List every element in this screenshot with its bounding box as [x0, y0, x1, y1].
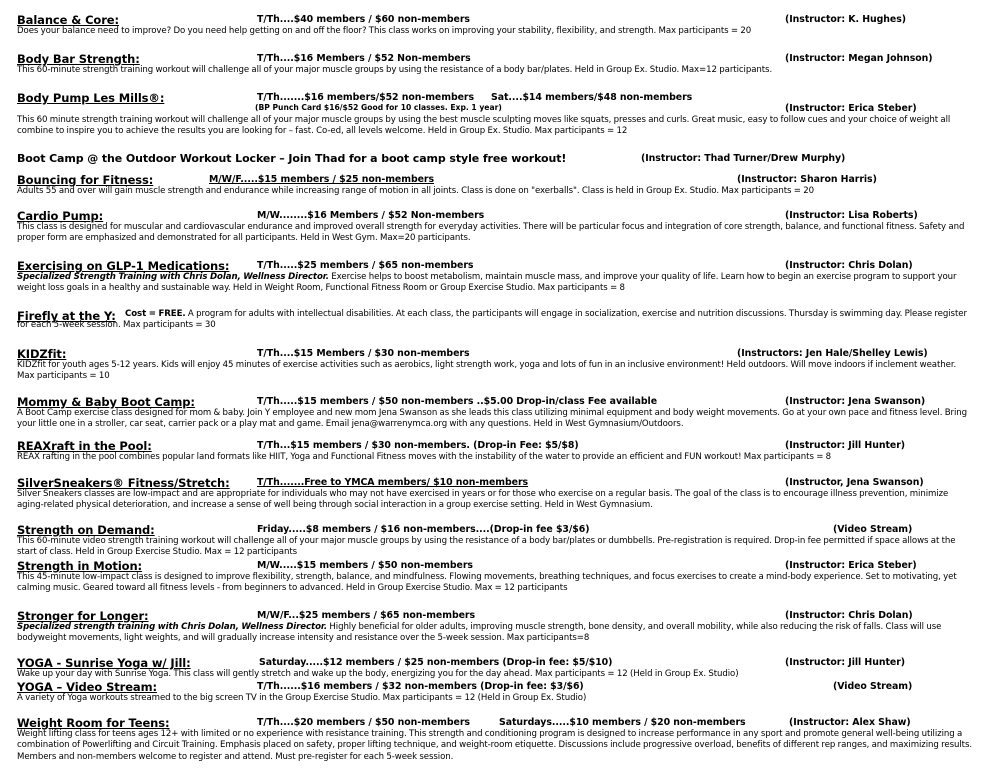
class-entry — [17, 395, 972, 431]
class-price: T/Th....$40 members / $60 non-members — [257, 14, 470, 25]
class-entry — [17, 209, 972, 245]
class-price: T/Th.......$16 members/$52 non-members — [257, 92, 475, 103]
class-price: T/Th.......Free to YMCA members/ $10 non-members — [257, 477, 529, 488]
class-instructor: (Video Stream) — [833, 681, 913, 692]
class-description: Wake up your day with Sunrise Yoga. This class will gently stretch and wake up the body, energizing you for the day ahead. Max participants = 12 (Held in Group Ex. Studio) — [17, 669, 739, 679]
class-price: Cost = FREE. — [125, 309, 186, 319]
class-title: KIDZfit: — [17, 347, 67, 361]
class-instructor: (Instructor: Chris Dolan) — [785, 260, 913, 271]
class-entry — [17, 173, 972, 197]
class-description: Adults 55 and over will gain muscle strength and endurance while increasing range of motion in all joints. Class is done on "exerballs". Class is held in Group Ex. Studio. Max participants = 20 — [17, 186, 814, 196]
class-price: T/Th...$15 members / $30 non-members. (Drop-in Fee: $5/$8) — [257, 440, 579, 451]
class-entry — [17, 152, 972, 165]
class-title: Balance & Core: — [17, 13, 119, 27]
class-description: This 60-minute strength training workout will challenge all of your major muscle groups by using the resistance of a body bar/plates. Held in Group Ex. Studio. Max=12 participants. — [17, 65, 773, 75]
class-instructor: (Instructor: Sharon Harris) — [737, 174, 877, 185]
class-title: Body Bar Strength: — [17, 52, 140, 66]
class-lead: Specialized Strength Training with Chris Dolan, Wellness Director. — [17, 272, 329, 282]
class-price: Saturday.....$12 members / $25 non-members (Drop-in fee: $5/$10) — [259, 657, 613, 668]
class-instructor: (Instructor: Alex Shaw) — [789, 717, 911, 728]
class-price: M/W/F...$25 members / $65 non-members — [257, 610, 476, 621]
class-title: Weight Room for Teens: — [17, 716, 170, 730]
class-title: YOGA - Sunrise Yoga w/ Jill: — [17, 656, 191, 670]
class-description: REAX rafting in the pool combines popular land formats like HIIT, Yoga and Functional Fitness moves with the instability of the water to provide an efficient and FUN workout! Max participants = 8 — [17, 452, 832, 462]
class-title: Boot Camp @ the Outdoor Workout Locker – Join Thad for a boot camp style free workout! — [17, 152, 567, 165]
class-description: This class is designed for muscular and cardiovascular endurance and improved overall strength for everyday activities. There will be particular focus and integration of core strength, balance, and functional fitness. Safety and proper form are emphasized and demonstrated for all participants. Held in West Gym. Max=20 participants. — [17, 222, 965, 244]
class-description: A variety of Yoga workouts streamed to the big screen TV in the Group Exercise Studio. Max participants = 12 (Held in Group Ex. Studio) — [17, 693, 587, 703]
class-entry — [17, 523, 972, 559]
class-title: Body Pump Les Mills®: — [17, 91, 165, 105]
class-title: Cardio Pump: — [17, 209, 104, 223]
class-instructor: (Instructor: Lisa Roberts) — [785, 210, 918, 221]
class-price: M/W........$16 Members / $52 Non-members — [257, 210, 485, 221]
class-entry — [17, 347, 972, 383]
class-price: T/Th.....$15 members / $50 non-members ..$5.00 Drop-in/class Fee available — [257, 396, 658, 407]
class-price: T/Th......$16 members / $32 non-members (Drop-in fee: $3/$6) — [257, 681, 584, 692]
class-title: Strength in Motion: — [17, 559, 143, 573]
class-description: KIDZfit for youth ages 5-12 years. Kids will enjoy 45 minutes of exercise activities such as aerobics, light strength work, yoga and lots of fun in an inclusive environment! Held outdoors. Will move indoors if inclement weather. Max participants = 10 — [17, 360, 957, 382]
class-price: T/Th.....$25 members / $65 non-members — [257, 260, 474, 271]
class-title: Bouncing for Fitness: — [17, 173, 154, 187]
class-instructor: (Instructor: Erica Steber) — [785, 560, 917, 571]
class-title: YOGA – Video Stream: — [17, 680, 157, 694]
class-description: Silver Sneakers classes are low-impact and are appropriate for individuals who may not have exercised in years or for those who exercise on a regular basis. The goal of the class is to encourage illness prevention, minimize aging-related physical deterioration, and increase a sense of well being through social interaction in a group exercise setting. Held in West Gymnasium. — [17, 489, 949, 511]
class-title: REAXraft in the Pool: — [17, 439, 152, 453]
class-title: Stronger for Longer: — [17, 609, 149, 623]
class-entry — [17, 259, 972, 295]
class-description: This 45-minute low-impact class is designed to improve flexibility, strength, balance, and mindfulness. Flowing movements, breathing techniques, and focus exercises to create a mind-body experience. Set to motivating, yet calming music. Geared toward all fitness levels - from beginners to advanced. Held in Group Exercise Studio. Max = 12 participants — [17, 572, 957, 594]
class-price-saturday: Sat....$14 members/$48 non-members — [491, 92, 693, 103]
class-price: Friday.....$8 members / $16 non-members....(Drop-in fee $3/$6) — [257, 524, 590, 535]
class-instructor: (Instructor: Thad Turner/Drew Murphy) — [641, 153, 846, 164]
class-entry — [17, 716, 972, 763]
class-title: Firefly at the Y: — [17, 309, 116, 323]
class-entry — [17, 13, 972, 37]
class-title: Strength on Demand: — [17, 523, 155, 537]
class-description: Does your balance need to improve? Do you need help getting on and off the floor? This class works on improving your stability, flexibility, and strength. Max participants = 20 — [17, 26, 752, 36]
class-description-text: Highly beneficial for older adults, improving muscle strength, bone density, and overall mobility, while also reducing the risk of falls. Class will use bodyweight movements, light weights, and will gradually increase intensity and resistance over the 5-week session. Max participants=8 — [17, 622, 942, 644]
class-instructor: (Video Stream) — [833, 524, 913, 535]
class-entry — [17, 476, 972, 512]
class-entry — [17, 439, 972, 463]
class-price-saturday: Saturdays.....$10 members / $20 non-members — [499, 717, 746, 728]
class-description: This 60 minute strength training workout will challenge all of your major muscle groups by using the best muscle sculpting moves like squats, presses and curls. Great music, easy to follow cues and your choice of weight all combine to inspire you to achieve the results you are looking for – fast. Co-ed, all levels welcome. Held in Group Ex. Studio. Max participants = 12 — [17, 115, 951, 137]
class-description — [17, 622, 972, 645]
class-price: T/Th....$20 members / $50 non-members — [257, 717, 470, 728]
class-entry — [17, 559, 972, 595]
class-description: This 60-minute video strength training workout will challenge all of your major muscle groups by using the resistance of a body bar/plates or dumbbells. Pre-registration is required. Drop-in fee permitted if space allows at the start of class. Held in Group Exercise Studio. Max = 12 participants — [17, 536, 956, 558]
class-instructor: (Instructor: Jena Swanson) — [785, 396, 926, 407]
class-lead: Specialized strength training with Chris Dolan, Wellness Director. — [17, 622, 328, 632]
class-entry — [17, 609, 972, 645]
class-title: SilverSneakers® Fitness/Stretch: — [17, 476, 230, 490]
class-description-text: Exercise helps to boost metabolism, maintain muscle mass, and improve your quality of life. Learn how to begin an exercise program to support your weight loss goals in a healthy and sustainable way. Held in Weight Room, Functional Fitness Room or Group Exercise Studio. Max participants = 8 — [17, 272, 957, 294]
class-instructor: (Instructor: Jill Hunter) — [785, 440, 906, 451]
class-instructor: (Instructor: Jill Hunter) — [785, 657, 906, 668]
class-description: A Boot Camp exercise class designed for mom & baby. Join Y employee and new mom Jena Swanson as she leads this class utilizing minimal equipment and body weight movements. Go at your own pace and fitness level. Bring your little one in a stroller, car seat, carrier pack or a play mat and game. Email jena@warrenymca.org with any questions. Held in West Gymnasium/Outdoors. — [17, 408, 968, 430]
class-entry — [17, 309, 972, 332]
class-description-text: A program for adults with intellectual disabilities. At each class, the participants will engage in socialization, exercise and nutrition discussions. Thursday is swimming day. Please register for each 5-week session. Max participants = 30 — [17, 309, 967, 331]
class-price: T/Th....$16 Members / $52 Non-members — [257, 53, 471, 64]
class-instructor: (Instructor: Megan Johnson) — [785, 53, 933, 64]
class-entry — [17, 52, 972, 76]
class-entry — [17, 680, 972, 704]
class-entry — [17, 656, 972, 680]
class-title: Exercising on GLP-1 Medications: — [17, 259, 230, 273]
class-entry — [17, 91, 972, 138]
class-instructor: (Instructor: Chris Dolan) — [785, 610, 913, 621]
class-price: M/W/F.....$15 members / $25 non-members — [209, 174, 435, 185]
class-title: Mommy & Baby Boot Camp: — [17, 395, 195, 409]
punch-card-note: (BP Punch Card $16/$52 Good for 10 classes. Exp. 1 year) — [255, 103, 502, 112]
class-description — [17, 272, 972, 295]
class-instructor: (Instructors: Jen Hale/Shelley Lewis) — [737, 348, 928, 359]
class-price: T/Th....$15 Members / $30 non-members — [257, 348, 470, 359]
class-price: M/W.....$15 members / $50 non-members — [257, 560, 473, 571]
class-instructor: (Instructor: K. Hughes) — [785, 14, 906, 25]
class-instructor: (Instructor, Jena Swanson) — [785, 477, 924, 488]
class-instructor: (Instructor: Erica Steber) — [785, 103, 917, 114]
class-description: Weight lifting class for teens ages 12+ with limited or no experience with resistance training. This strength and conditioning program is designed to increase performance in any sport and promote general well-being utilizing a combination of Powerlifting and Circuit Training. Emphasis placed on safety, proper lifting technique, and weight-room etiquette. Discussions include progressive overload, benefits of different rep ranges, and maximizing results. Members and non-members welcome to register and attend. Must pre-register for each 5-week session. — [17, 729, 973, 762]
